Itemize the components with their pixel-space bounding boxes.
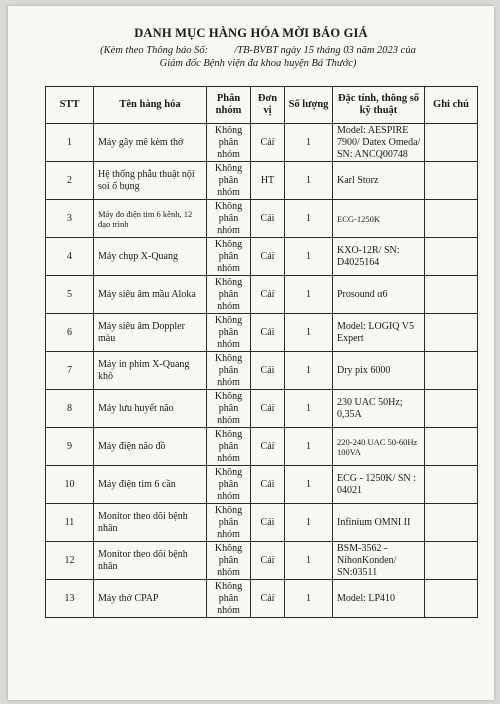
table-row (46, 162, 478, 200)
table-row (46, 200, 478, 238)
cell-stt: 2 (46, 162, 94, 200)
cell-qty: 1 (285, 200, 333, 238)
cell-name: Máy siêu âm Doppler màu (94, 314, 207, 352)
cell-note (425, 428, 478, 466)
cell-spec: Dry pix 6000 (333, 352, 425, 390)
cell-stt: 10 (46, 466, 94, 504)
cell-unit: HT (251, 162, 285, 200)
cell-qty: 1 (285, 580, 333, 618)
table-row (46, 504, 478, 542)
cell-spec: Model: LOGIQ V5 Expert (333, 314, 425, 352)
header-qty: Số lượng (285, 87, 333, 124)
cell-qty: 1 (285, 238, 333, 276)
cell-stt: 1 (46, 124, 94, 162)
cell-name: Máy gây mê kèm thở (94, 124, 207, 162)
cell-qty: 1 (285, 352, 333, 390)
cell-qty: 1 (285, 390, 333, 428)
cell-spec: ECG-1250K (333, 200, 425, 238)
cell-note (425, 200, 478, 238)
cell-group: Không phân nhóm (207, 238, 251, 276)
cell-group: Không phân nhóm (207, 504, 251, 542)
cell-stt: 5 (46, 276, 94, 314)
cell-note (425, 390, 478, 428)
header-stt: STT (46, 87, 94, 124)
cell-group: Không phân nhóm (207, 352, 251, 390)
header-name: Tên hàng hóa (94, 87, 207, 124)
cell-stt: 12 (46, 542, 94, 580)
cell-qty: 1 (285, 276, 333, 314)
cell-unit: Cái (251, 504, 285, 542)
goods-table (45, 86, 478, 618)
cell-unit: Cái (251, 428, 285, 466)
cell-group: Không phân nhóm (207, 162, 251, 200)
cell-qty: 1 (285, 466, 333, 504)
cell-name: Monitor theo dõi bệnh nhân (94, 542, 207, 580)
cell-stt: 11 (46, 504, 94, 542)
cell-name: Máy lưu huyết não (94, 390, 207, 428)
table-row (46, 352, 478, 390)
cell-note (425, 352, 478, 390)
cell-stt: 8 (46, 390, 94, 428)
table-row (46, 124, 478, 162)
cell-spec: KXO-12R/ SN: D4025164 (333, 238, 425, 276)
cell-stt: 7 (46, 352, 94, 390)
table-header-row (46, 87, 478, 124)
cell-group: Không phân nhóm (207, 428, 251, 466)
cell-note (425, 314, 478, 352)
subtitle-line-1: (Kèm theo Thông báo Số: /TB-BVBT ngày 15 tháng 03 năm 2023 của (100, 45, 416, 56)
cell-note (425, 238, 478, 276)
cell-spec: Model: AESPIRE 7900/ Datex Omeda/ SN: ANCQ00748 (333, 124, 425, 162)
cell-spec: Model: LP410 (333, 580, 425, 618)
table-row (46, 276, 478, 314)
cell-stt: 4 (46, 238, 94, 276)
document-subtitle (78, 44, 438, 70)
cell-note (425, 124, 478, 162)
cell-unit: Cái (251, 580, 285, 618)
header-unit: Đơn vị (251, 87, 285, 124)
header-note: Ghi chú (425, 87, 478, 124)
cell-note (425, 580, 478, 618)
cell-unit: Cái (251, 276, 285, 314)
cell-group: Không phân nhóm (207, 542, 251, 580)
cell-name: Máy chụp X-Quang (94, 238, 207, 276)
cell-qty: 1 (285, 428, 333, 466)
table-row (46, 580, 478, 618)
cell-name: Máy điện não đồ (94, 428, 207, 466)
table-row (46, 390, 478, 428)
table-row (46, 542, 478, 580)
cell-group: Không phân nhóm (207, 580, 251, 618)
cell-unit: Cái (251, 238, 285, 276)
cell-group: Không phân nhóm (207, 124, 251, 162)
cell-group: Không phân nhóm (207, 390, 251, 428)
cell-note (425, 466, 478, 504)
cell-group: Không phân nhóm (207, 466, 251, 504)
cell-qty: 1 (285, 162, 333, 200)
cell-unit: Cái (251, 352, 285, 390)
cell-unit: Cái (251, 542, 285, 580)
cell-name: Máy điện tim 6 cần (94, 466, 207, 504)
cell-unit: Cái (251, 314, 285, 352)
cell-spec: BSM-3562 - NihonKonden/ SN:03511 (333, 542, 425, 580)
cell-spec: 220-240 UAC 50-60Hz 100VA (333, 428, 425, 466)
cell-stt: 13 (46, 580, 94, 618)
table-row (46, 314, 478, 352)
header-group: Phân nhóm (207, 87, 251, 124)
cell-name: Hệ thống phẫu thuật nội soi ổ bụng (94, 162, 207, 200)
cell-spec: Prosound α6 (333, 276, 425, 314)
cell-unit: Cái (251, 466, 285, 504)
cell-note (425, 276, 478, 314)
cell-unit: Cái (251, 124, 285, 162)
cell-name: Monitor theo dõi bệnh nhân (94, 504, 207, 542)
subtitle-line-2: Giám đốc Bệnh viện đa khoa huyện Bá Thước) (159, 58, 357, 69)
cell-spec: Karl Storz (333, 162, 425, 200)
table-row (46, 238, 478, 276)
cell-unit: Cái (251, 390, 285, 428)
cell-spec: ECG - 1250K/ SN : 04021 (333, 466, 425, 504)
cell-unit: Cái (251, 200, 285, 238)
cell-qty: 1 (285, 314, 333, 352)
cell-note (425, 542, 478, 580)
cell-spec: 230 UAC 50Hz; 0,35A (333, 390, 425, 428)
cell-group: Không phân nhóm (207, 314, 251, 352)
cell-stt: 3 (46, 200, 94, 238)
table-row (46, 428, 478, 466)
cell-qty: 1 (285, 504, 333, 542)
cell-name: Máy in phim X-Quang khô (94, 352, 207, 390)
cell-name: Máy thở CPAP (94, 580, 207, 618)
cell-stt: 6 (46, 314, 94, 352)
table-row (46, 466, 478, 504)
cell-qty: 1 (285, 542, 333, 580)
document-page (8, 6, 494, 700)
cell-note (425, 162, 478, 200)
header-spec: Đặc tính, thông số kỹ thuật (333, 87, 425, 124)
document-title: DANH MỤC HÀNG HÓA MỜI BÁO GIÁ (134, 26, 368, 40)
cell-name: Máy siêu âm mầu Aloka (94, 276, 207, 314)
cell-note (425, 504, 478, 542)
cell-qty: 1 (285, 124, 333, 162)
cell-stt: 9 (46, 428, 94, 466)
cell-name: Máy đo điện tim 6 kênh, 12 đạo trình (94, 200, 207, 238)
cell-group: Không phân nhóm (207, 200, 251, 238)
cell-group: Không phân nhóm (207, 276, 251, 314)
cell-spec: Infinium OMNI II (333, 504, 425, 542)
